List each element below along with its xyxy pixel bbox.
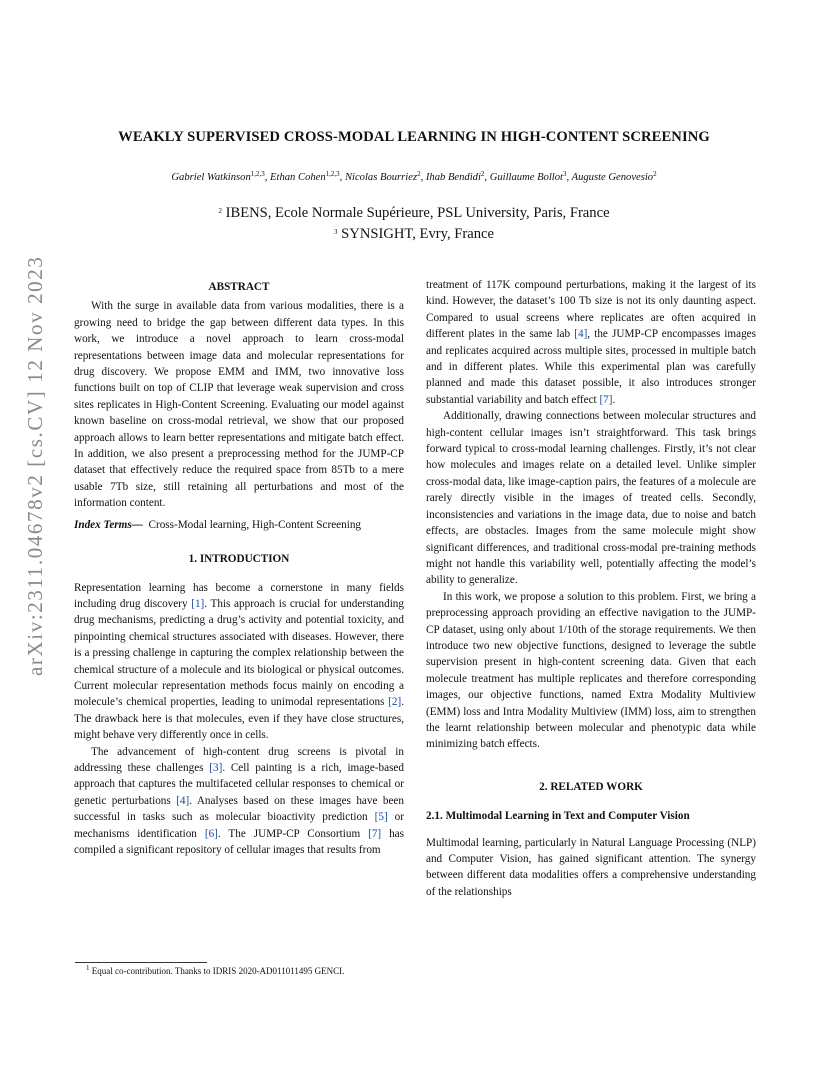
citation-link[interactable]: [1]: [191, 597, 205, 610]
citation-link[interactable]: [4]: [574, 328, 588, 341]
abstract-text: With the surge in available data from various modalities, there is a growing need to bridge the gap between different data types. In this work, we introduce a novel approach to learn cross-modal representations between image data and molecular representations for drug discovery. We propose EMM and IMM, two innovative loss functions built on top of CLIP that leverage weak supervision and cross sites replicates in High-Content Screening. Evaluating our model against known baseline on cross-modal retrieval, we show that our proposed approach allows to learn better representations and mitigate batch effect. In addition, we also present a preprocessing method for the JUMP-CP dataset that effectively reduce the required space from 85Tb to a mere usable 7Tb size, still retaining all perturbations and most of the information content.: [74, 300, 404, 510]
author: Nicolas Bourriez$^2$: [344, 170, 421, 183]
intro-paragraph-2: The advancement of high-content drug screens is pivotal in addressing these challenges [3]. Cell painting is a rich, image-based approach that captures the multifaceted cellular responses to chemical or genetic perturbations [4]. Analyses based on these images have been successful in tasks such as molecular bioactivity prediction [5] or mechanisms identification [6]. The JUMP-CP Consortium [7] has compiled a significant repository of cellular images that results from: [74, 745, 404, 856]
related-work-heading: 2. RELATED WORK: [539, 780, 643, 793]
citation-link[interactable]: [6]: [204, 827, 218, 840]
affiliation: $^2$ IBENS, Ecole Normale Supérieure, PSL University, Paris, France: [218, 205, 610, 221]
citation-link[interactable]: [2]: [388, 696, 402, 709]
citation-link[interactable]: [3]: [209, 761, 223, 774]
intro-paragraph-1: Representation learning has become a cornerstone in many fields including drug discovery [1]. This approach is crucial for understanding drug mechanisms, predicting a drug’s activity and potential toxicity, and pinpointing chemical structures associated with diseases. However, there is a pressing challenge in capturing the complex relationship between the chemical structure of a molecule and its biological or physical outcomes. Current molecular representation methods focus mainly on encoding a molecule’s chemical properties, leading to unimodal representations [2]. The drawback here is that molecules, even if they have close structures, might behave very differently once in cells.: [74, 581, 404, 742]
author: Guillaume Bollot$^3$: [489, 170, 567, 183]
index-terms: Index Terms— Cross-Modal learning, High-Content Screening: [74, 518, 362, 531]
subsection-heading: 2.1. Multimodal Learning in Text and Computer Vision: [426, 810, 690, 823]
author-list: Gabriel Watkinson$^{1,2,3}$, Ethan Cohen$^{1,2,3}$, Nicolas Bourriez$^2$, Ihab Bendidi$^2$, Guillaume Bollot$^3$, Auguste Genovesio$^2$: [171, 170, 657, 183]
intro-heading: 1. INTRODUCTION: [188, 553, 290, 566]
right-paragraph-1: treatment of 117K compound perturbations, making it the largest of its kind. However, the dataset’s 100 Tb size is not its only daunting aspect. Compared to usual screens where replicates are often acquired in different plates in the same lab [4], the JUMP-CP encompasses images and replicates acquired across multiple sites, processed in multiple batch and in different plates. While this experimental plan was carefully planned and made this dataset possible, it also introduces stronger substantial variability and batch effect [7].: [426, 279, 756, 406]
citation-link[interactable]: [7]: [368, 827, 382, 840]
right-column: [426, 277, 756, 900]
author: Auguste Genovesio$^2$: [571, 170, 657, 183]
affiliation: $^3$ SYNSIGHT, Evry, France: [334, 226, 494, 242]
right-paragraph-3: In this work, we propose a solution to this problem. First, we bring a preprocessing approach providing an effective navigation to the JUMP-CP dataset, using only about 1/10th of the storage requirements. We then introduce two new objective functions, designed to leverage the subtle supervision present in high-content screening data. Given that each molecule treatment has multiple replicates and therefore corresponding images, our objective functions, named Extra Modality Multiview (EMM) loss and Intra Modality Multiview (IMM) loss, aim to strengthen the learnt relationship between molecular and phenotypic data while minimizing batch effects.: [426, 590, 756, 751]
footnote: $^1$ Equal co-contribution. Thanks to IDRIS 2020-AD011011495 GENCI.: [86, 964, 345, 976]
abstract-heading: ABSTRACT: [208, 281, 270, 293]
author: Ethan Cohen$^{1,2,3}$: [270, 170, 340, 183]
right-paragraph-2: Additionally, drawing connections between molecular structures and high-content cellular images isn’t straightforward. This task brings forward typical to cross-modal learning challenges. Firstly, it’s not clear how molecules and images relate on a detailed level. Unlike simpler cross-modal data, like image-caption pairs, the features of a molecule are rarely directly visible in the images of treated cells. Secondly, inconsistencies and variations in the image data, due to noise and batch effects, are obstacles. Images from the same molecule might show significant differences, and traditional cross-modal pre-training methods might not handle this variability well, potentially affecting the model’s ability to generalize.: [426, 410, 756, 587]
related-paragraph: Multimodal learning, particularly in Natural Language Processing (NLP) and Computer Vision, has gained significant attention. The synergy between different data modalities offers a comprehensive understanding of the relationships: [426, 836, 756, 898]
author: Gabriel Watkinson$^{1,2,3}$: [171, 170, 265, 183]
left-column: [74, 279, 404, 858]
citation-link[interactable]: [7]: [599, 393, 613, 406]
paper-title: WEAKLY SUPERVISED CROSS-MODAL LEARNING IN HIGH-CONTENT SCREENING: [118, 129, 710, 145]
arxiv-identifier: arXiv:2311.04678v2 [cs.CV] 12 Nov 2023: [23, 255, 47, 676]
author: Ihab Bendidi$^2$: [425, 170, 485, 183]
citation-link[interactable]: [4]: [176, 794, 190, 807]
footnote-divider: [75, 962, 207, 963]
citation-link[interactable]: [5]: [374, 811, 388, 824]
